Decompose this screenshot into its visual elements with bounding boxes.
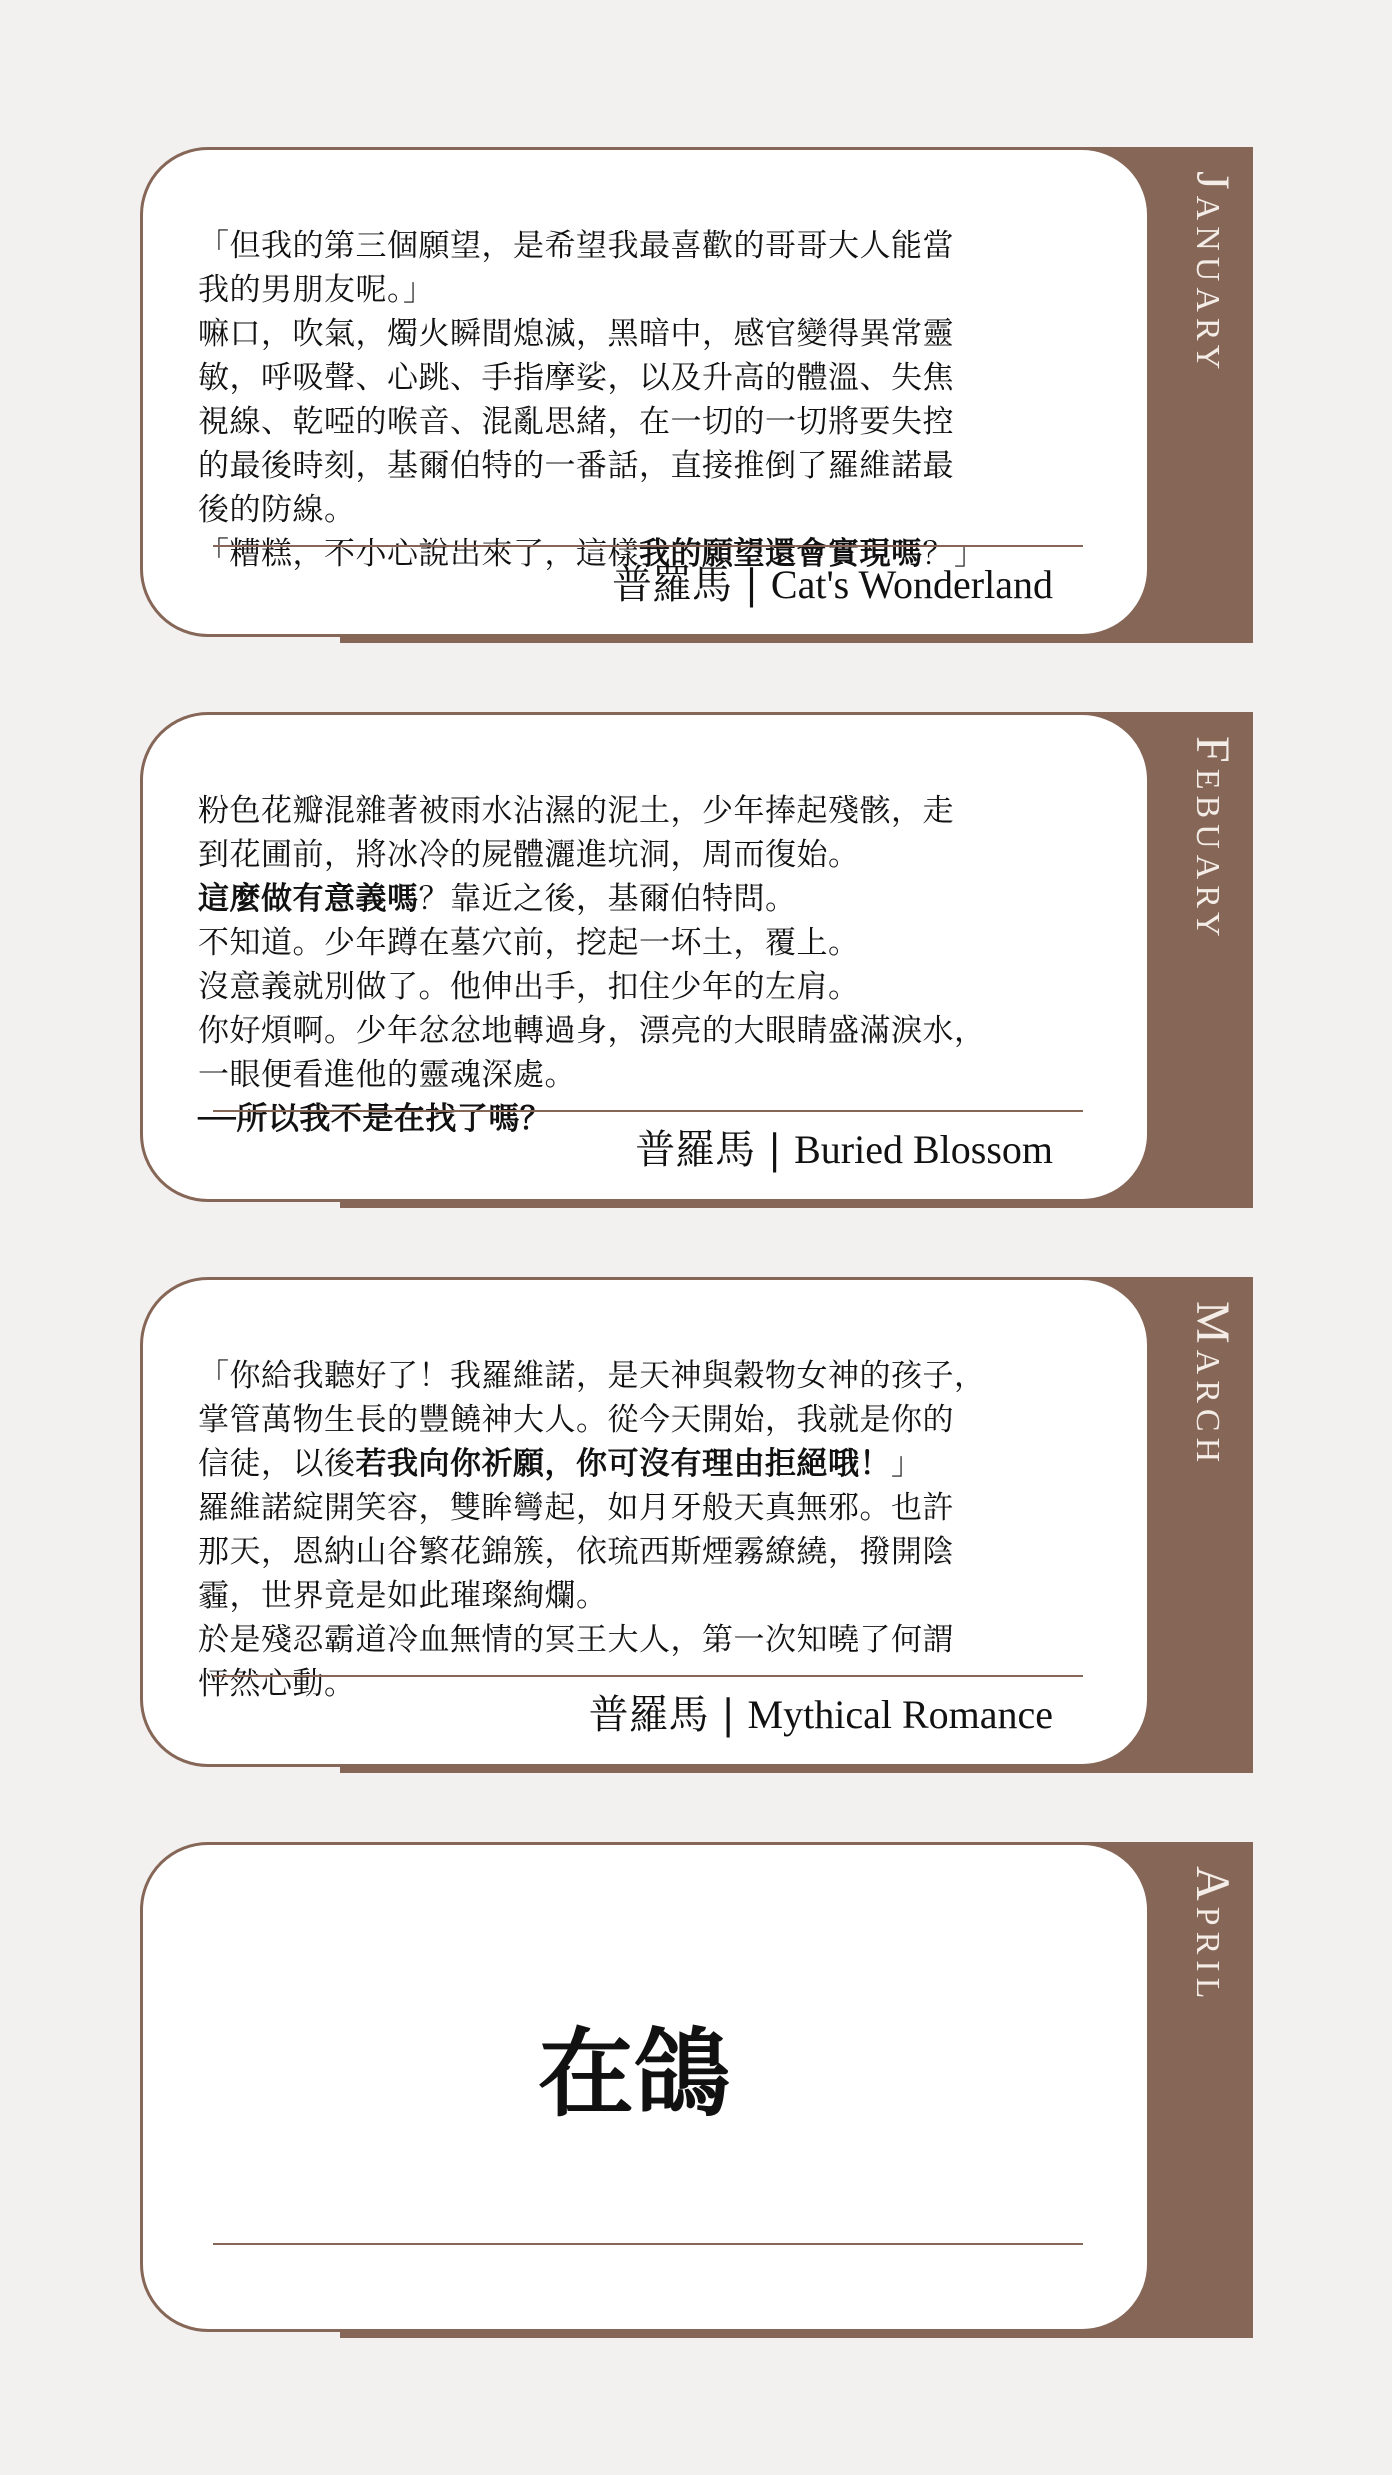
excerpt-segment: 粉色花瓣混雜著被雨水沾濕的泥土，少年捧起殘骸，走 到花圃前，將冰冷的屍體灑進坑洞，周而復始。	[198, 793, 954, 873]
source-credit	[612, 560, 1053, 610]
excerpt-emphasis: 若我向你祈願，你可沒有理由拒絕哦！	[355, 1446, 891, 1482]
excerpt-emphasis: 我的願望還會實現嗎	[639, 536, 923, 572]
month-label: January	[1186, 171, 1239, 376]
excerpt-panel	[140, 1842, 1150, 2332]
author: 普羅馬	[612, 562, 732, 608]
credit-separator: |	[732, 562, 771, 608]
month-card-febuary	[140, 712, 1253, 1208]
month-label: Febuary	[1186, 736, 1239, 943]
source-credit	[589, 1690, 1053, 1740]
placeholder-text: 在鴿	[538, 2017, 730, 2130]
work-title: Buried Blossom	[794, 1127, 1053, 1172]
credit-separator: |	[755, 1127, 795, 1173]
author: 普羅馬	[635, 1127, 756, 1173]
excerpt-text	[198, 1310, 1103, 1706]
excerpt-emphasis: ──所以我不是在找了嗎？	[198, 1101, 552, 1137]
divider	[213, 2243, 1083, 2245]
excerpt-segment: 」 羅維諾綻開笑容，雙眸彎起，如月牙般天真無邪。也許 那天，恩納山谷繁花錦簇，依琉西斯煙霧繚繞，撥開陰 霾，世界竟是如此璀璨絢爛。 於是殘忍霸道冷血無情的冥王大人，第一次知曉了何謂 怦然心動。	[198, 1446, 954, 1702]
excerpt-panel	[140, 1277, 1150, 1767]
work-title: Mythical Romance	[747, 1692, 1053, 1737]
month-card-january	[140, 147, 1253, 643]
credit-separator: |	[708, 1692, 748, 1738]
source-credit	[635, 1125, 1053, 1175]
author: 普羅馬	[588, 1692, 709, 1738]
excerpt-text	[198, 180, 1103, 576]
excerpt-emphasis: 這麼做有意義嗎	[198, 881, 419, 917]
month-card-march	[140, 1277, 1253, 1773]
excerpt-segment: ？」	[922, 536, 986, 572]
excerpt-segment: 「但我的第三個願望，是希望我最喜歡的哥哥大人能當 我的男朋友呢。」 嘛口，吹氣，燭火瞬間熄滅，黑暗中，感官變得異常靈 敏，呼吸聲、心跳、手指摩娑，以及升高的體溫、失焦 視線、乾啞的喉音、混亂思緒，在一切的一切將要失控 的最後時刻，基爾伯特的一番話，直接推倒了羅維諾最 後的防線。 「糟糕，不小心說出來了，這樣	[198, 228, 954, 572]
divider	[213, 545, 1083, 547]
work-title: Cat's Wonderland	[770, 562, 1053, 607]
month-card-april	[140, 1842, 1253, 2338]
month-label: April	[1186, 1866, 1239, 2005]
divider	[213, 1675, 1083, 1677]
excerpt-segment: ？靠近之後，基爾伯特問。 不知道。少年蹲在墓穴前，挖起一坏土，覆上。 沒意義就別做了。他伸出手，扣住少年的左肩。 你好煩啊。少年忿忿地轉過身，漂亮的大眼睛盛滿淚水， 一眼便看進他的靈魂深處。	[198, 881, 986, 1093]
month-label: March	[1186, 1301, 1239, 1469]
excerpt-text	[198, 745, 1103, 1141]
excerpt-panel	[140, 712, 1150, 1202]
excerpt-panel	[140, 147, 1150, 637]
excerpt-segment: 「你給我聽好了！我羅維諾，是天神與穀物女神的孩子， 掌管萬物生長的豐饒神大人。從今天開始，我就是你的 信徒，以後	[198, 1358, 986, 1482]
divider	[213, 1110, 1083, 1112]
